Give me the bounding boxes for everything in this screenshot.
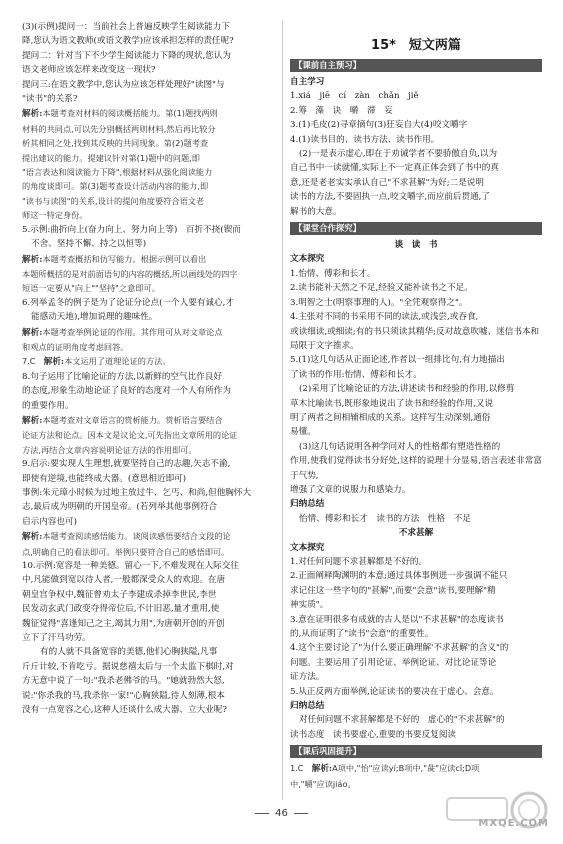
subheading-summary: 归纳总结 [290, 499, 325, 510]
answer-line: 3.明智之士(明察事理的人)。"全凭观察得之"。 [290, 297, 468, 308]
answer-line: 明了两者之间相辅相成的关系。这样写生动深刻,通俗 [290, 412, 491, 423]
answer-line: 事例:朱元璋小时候为过地主放过牛、乞丐、和尚,但他胸怀大 [22, 488, 252, 498]
answer-line: 意,还是老老实实承认自己"不求甚解"为好;二是说明 [290, 177, 485, 188]
answer-line: 证方法。 [290, 672, 325, 683]
analysis-text: 本题考查对材料的阅读概括能力。第(1)题找两则 [42, 108, 218, 119]
answer-line: (2)一是表示虚心,即在于劝诫学者不要骄傲自负,以为 [299, 149, 498, 160]
answer-line: 立下了汗马功劳。 [22, 633, 91, 644]
answer-line: 或读细读,或细读;有的书只须读其精华;反对故意吹嘘、迷信书本和 [290, 326, 540, 337]
subheading-text-explore: 文本探究 [290, 542, 325, 553]
answer-line: 5.(1)这几句话从正面论述,作者以一组排比句,有力地描出 [290, 355, 505, 366]
analysis-text: 本题考查概括和仿写能力。根据示例可以看出 [42, 253, 207, 264]
section-bar-classroom: 【课堂合作探究】 [290, 222, 542, 235]
answer-line: 不舍、坚持不懈、持之以恒等) [31, 239, 147, 250]
answer-line: 了读书的作用:怡情、傅彩和长才。 [290, 369, 422, 380]
analysis-line: "读书与读图"的关系,设计的提问角度要符合语文老 [22, 195, 205, 206]
answer-line: 5.从正反两方面举例,论证读书的要决在于虚心、会意。 [290, 686, 499, 697]
answer-line: "读书"的关系? [22, 94, 78, 105]
analysis-line [22, 325, 276, 340]
analysis-line [290, 761, 542, 776]
analysis-line: 论证方法和论点。因本文是议论文,可先指出文章所用的论证 [22, 430, 238, 441]
answer-line: 9.启示:要实现人生理想,就要坚持自己的志趣,矢志不渝, [22, 459, 231, 470]
answer-line: (3)这几句话说明各种学问对人的性格都有塑造性格的 [299, 441, 501, 452]
answer-line: 3.意在证明很多有成就的古人是以"不求甚解"的态度读书 [290, 614, 504, 625]
analysis-line: 师这一特定身份。 [22, 210, 88, 221]
answer-line: 草木比喻读书,既形象地说出了读书和经验的作用,又说 [290, 398, 494, 409]
analysis-label: 解析: [22, 532, 43, 543]
summary-line: 对任何问题不求甚解都是不好的 虚心的"不求甚解"的 [299, 715, 505, 726]
text-title-tan-du-shu: 谈 读 书 [394, 240, 438, 251]
answer-line: 1.xiá jiē cí zàn chǎn jiě [290, 91, 419, 102]
analysis-line [22, 529, 276, 544]
answer-line: 说:"你杀我的马,我杀你一家!"心胸狭隘,待人刻薄,根本 [22, 690, 225, 701]
summary-line: 怡情、傅彩和长才 读书的方法 性格 不足 [299, 513, 471, 524]
analysis-text: 本题考查举例论证的作用。其作用可从对文章论点 [42, 326, 223, 337]
answer-line: 即使有逆境,也能终成大器。(意思相近即可) [22, 473, 187, 484]
answer-line: 民发动玄武门政变夺得帝位后,不计旧恶,量才重用,使 [22, 604, 220, 615]
answer-line: 1.怡情、傅彩和长才。 [290, 268, 376, 279]
lesson-title: 15* 短文两篇 [371, 38, 461, 53]
column-divider [282, 20, 283, 800]
answer-line: 降,您认为语文教师(或语文教学)应该承担怎样的责任呢? [22, 36, 234, 47]
answer-key: 7.C [22, 356, 44, 367]
analysis-line [22, 252, 276, 267]
answer-line: 问题。主要运用了引用论证、举例论证、对比论证等论 [290, 657, 497, 668]
analysis-label: 解析: [311, 764, 333, 775]
answer-line: 作用,使我们觉得读书分好处,这样的说理十分显易,语言表述非常富于气势, [290, 456, 542, 481]
subheading-summary: 归纳总结 [290, 701, 325, 712]
answer-line: 5.示例:曲折向上(奋力向上、努力向上等) 百折不挠(锲而 [22, 224, 241, 235]
analysis-line: 中,"嚼"应读jiáo。 [290, 778, 356, 789]
answer-line: 神实质"。 [290, 600, 329, 611]
answer-line: 10.示例:宽容是一种美德。留心一下,不难发现在人际交往 [22, 561, 239, 572]
answer-line: 提问三:在语文教学中,您认为应该怎样处理好"读图"与 [22, 79, 225, 90]
analysis-label: 解析: [22, 109, 43, 120]
answer-line: 2.筹 藻 诀 嚼 滞 妄 [290, 105, 393, 116]
answer-line: 斤斤计较,不肯吃亏。据说慈禧太后与一个太监下棋时,对 [22, 661, 234, 672]
answer-line: 8.句子运用了比喻论证的方法,以新鲜的空气比作良好 [22, 371, 222, 382]
analysis-line: 的角度谈即可。第(3)题考查设计活动内容的能力,即 [22, 181, 209, 192]
answer-line: 方无意中说了一句:"我杀老佛爷的马。"她就勃然大怒, [22, 676, 225, 687]
answer-line: 朝皇宫争权中,魏征曾劝太子李建成杀掉李世民,李世 [22, 589, 217, 600]
analysis-label: 解析: [43, 357, 65, 368]
answer-line: 能感动天地),增加说理的趣味性。 [31, 312, 158, 323]
answer-line: 4.主张对不同的书采用不同的读法,或浅尝,或吞食, [290, 312, 479, 323]
subheading-text-explore: 文本探究 [290, 254, 325, 265]
answer-line: 局限于文字推求。 [290, 340, 359, 351]
analysis-line: 短语一定要从"向上""坚持"之意即可。 [22, 283, 160, 294]
analysis-line [22, 354, 276, 369]
analysis-line: "语言表达和阅读能力下降",根据材料从强化阅读能力 [22, 167, 213, 178]
answer-line: 的态度,形象生动地论证了良好的态度对一个人有所作为 [22, 386, 231, 397]
section-bar-after-class: 【课后巩固提升】 [290, 745, 542, 758]
answer-line: 4.这个主要讨论了"为什么要正确理解'不求甚解'的含义"的 [290, 643, 509, 654]
text-title-bu-qiu-shen-jie: 不求甚解 [398, 528, 434, 539]
answer-line: 6.列举孟冬的例子是为了论证分论点(一个人要有诚心,才 [22, 297, 234, 308]
analysis-line [22, 413, 276, 428]
answer-line: 1.对任何问题不求甚解都是不好的。 [290, 557, 428, 567]
answer-line: 增强了文章的说服力和感染力。 [290, 484, 411, 495]
right-column [290, 20, 542, 791]
answer-line: 魏征觉得"喜逢知己之主,竭其力用",为唐朝开创的开创 [22, 618, 225, 629]
analysis-line: 材料的共同点,可以先分别概括两则材料,然后再比较分 [22, 123, 216, 134]
answer-line: 易懂。 [290, 427, 316, 438]
answer-line: 的重要作用。 [22, 400, 74, 411]
watermark-logo [443, 790, 553, 840]
answer-line: 2.正面阐释陶渊明的本意;通过具体事例进一步强调不能只 [290, 571, 508, 582]
answer-line: 3.(1)毛皮(2)寻章摘句(3)狂妄自大(4)咬文嚼字 [290, 120, 468, 131]
analysis-text: A项中,"怡"应读yí;B项中,"彘"应读cǐ;D项 [332, 763, 480, 774]
answer-line: (3)(示例)提问一：当前社会上普遍反映学生阅读能力下 [22, 22, 230, 32]
analysis-line: 提出建议的能力。提建议针对第(1)题中的问题,即 [22, 152, 200, 163]
answer-line: 自己书中一读就懂,实际上不一定真正体会到了书中的真 [290, 163, 499, 174]
answer-line: 提问二：针对当下不少学生阅读能力下降的现状,您认为 [22, 50, 231, 61]
answer-line: 解书的大意。 [290, 206, 342, 217]
analysis-label: 解析: [22, 415, 43, 426]
summary-line: 读书态度 读书要虚心,重要的书要反复阅读 [290, 729, 457, 740]
watermark-text: MXQE.COM [478, 818, 549, 829]
page-number-text: 46 [275, 808, 288, 819]
analysis-label: 解析: [22, 327, 43, 338]
answer-line: (2)采用了比喻论证的方法,讲述读书和经验的作用,以修剪 [299, 384, 515, 395]
answer-line: 没有一点宽容之心,这种人还谈什么成大器、立大业呢? [22, 705, 227, 716]
analysis-text: 本题考查阅读感悟能力。谈阅读感悟要结合文段的论 [42, 531, 231, 542]
subheading-self-study: 自主学习 [290, 77, 325, 87]
section-bar-preview: 【课前自主预习】 [290, 59, 542, 72]
answer-key: 1.C [290, 763, 312, 774]
answer-line: 语文老师应该怎样来改变这一现状? [22, 65, 156, 76]
analysis-line [22, 106, 276, 121]
analysis-label: 解析: [22, 254, 43, 265]
analysis-text: 本文运用了道理论证的方法。 [64, 356, 171, 367]
analysis-line: 析其相同之处,找到其反映的共同现象。第(2)题考查 [22, 138, 209, 149]
analysis-line: 和观点的证明角度考虑回答。 [22, 341, 129, 352]
answer-line: 求记住这一些字句的"甚解",而要"会意"读书,要理解"精 [290, 585, 496, 596]
analysis-line: 点,明确自己的看法即可。举例只要符合自己的感悟即可。 [22, 546, 230, 557]
answer-line: 的,从而证明了"读书"会意"的重要性。 [290, 629, 434, 640]
answer-line: 中,凡能做到宽以待人者,一般都深受众人的欢迎。在唐 [22, 575, 226, 586]
analysis-line: 方法,再结合文章内容说明论证方法的作用即可。 [22, 444, 197, 455]
left-column [22, 20, 276, 718]
answer-line: 读书的方法,不要固执一点,咬文嚼字,而应前后贯通,了 [290, 192, 490, 203]
analysis-text: 本题考查对文章语言的赏析能力。赏析语言要结合 [42, 414, 223, 425]
answer-line: 启示内容也可) [22, 516, 77, 527]
answer-line: 2.读书能补天然之不足,经验又能补读书之不足。 [290, 283, 473, 294]
answer-line: 志,最后成为明朝的开国皇帝。(若列举其他事例符合 [22, 502, 218, 513]
answer-line: 有的人就不具备宽容的美德,他们心胸狭隘,凡事 [40, 647, 218, 658]
answer-line: 4.(1)读书目的、读书方法、读书作用。 [290, 134, 440, 145]
analysis-line: 本题所概括的是对前面语句的内容的概括,所以画线处的四字 [22, 268, 238, 279]
